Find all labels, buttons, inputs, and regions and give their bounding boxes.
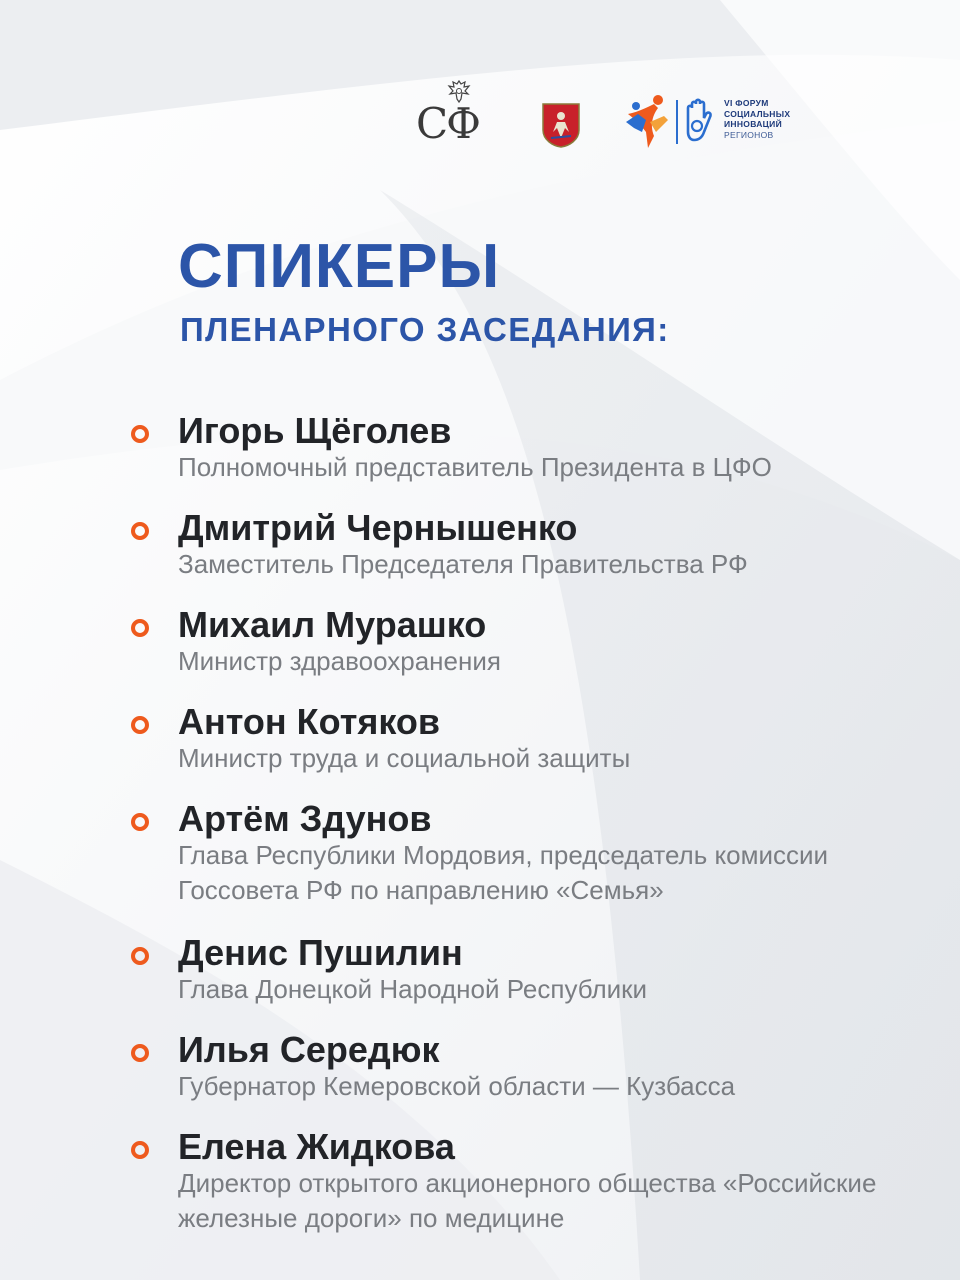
bullet-icon	[131, 425, 149, 443]
speaker-name: Дмитрий Чернышенко	[178, 507, 578, 548]
speaker-name: Елена Жидкова	[178, 1126, 455, 1167]
forum-line-1: VI ФОРУМ	[724, 98, 769, 108]
speaker-role: Министр труда и социальной защиты	[178, 743, 631, 773]
forum-line-2: СОЦИАЛЬНЫХ	[724, 108, 791, 119]
forum-people-icon	[624, 92, 672, 152]
speaker-name: Артём Здунов	[178, 798, 432, 839]
page-title: СПИКЕРЫ	[178, 232, 501, 301]
speaker-role: Директор открытого акционерного общества «Российские железные дороги» по медицине	[178, 1168, 877, 1233]
bullet-icon	[131, 947, 149, 965]
forum-title	[724, 98, 790, 140]
forum-line-4: РЕГИОНОВ	[724, 129, 774, 140]
forum-line-3: ИННОВАЦИЙ	[724, 119, 782, 129]
speaker-name: Илья Середюк	[178, 1029, 440, 1070]
hand-icon	[682, 98, 716, 144]
speaker-role: Губернатор Кемеровской области — Кузбасса	[178, 1071, 736, 1101]
bullet-icon	[131, 1044, 149, 1062]
speaker-role: Глава Донецкой Народной Республики	[178, 974, 648, 1004]
speaker-role: Министр здравоохранения	[178, 646, 501, 676]
bullet-icon	[131, 813, 149, 831]
speaker-role: Полномочный представитель Президента в ЦФО	[178, 452, 772, 482]
page-subtitle: ПЛЕНАРНОГО ЗАСЕДАНИЯ:	[180, 311, 670, 348]
forum-logo	[620, 92, 820, 154]
moscow-coat-of-arms-icon	[541, 102, 581, 148]
speaker-role: Глава Республики Мордовия, председатель комиссии Госсовета РФ по направлению «Семья»	[178, 840, 829, 905]
federation-council-logo	[414, 78, 504, 148]
sf-logo-text: СФ	[416, 99, 479, 148]
speaker-name: Денис Пушилин	[178, 932, 463, 973]
forum-divider	[676, 100, 678, 144]
bullet-icon	[131, 1141, 149, 1159]
speaker-role: Заместитель Председателя Правительства РФ	[178, 549, 748, 579]
speaker-name: Антон Котяков	[178, 701, 441, 742]
logos-bar	[0, 78, 960, 158]
bullet-icon	[131, 716, 149, 734]
speaker-name: Игорь Щёголев	[178, 410, 452, 451]
bullet-icon	[131, 619, 149, 637]
speaker-name: Михаил Мурашко	[178, 604, 487, 645]
bullet-icon	[131, 522, 149, 540]
